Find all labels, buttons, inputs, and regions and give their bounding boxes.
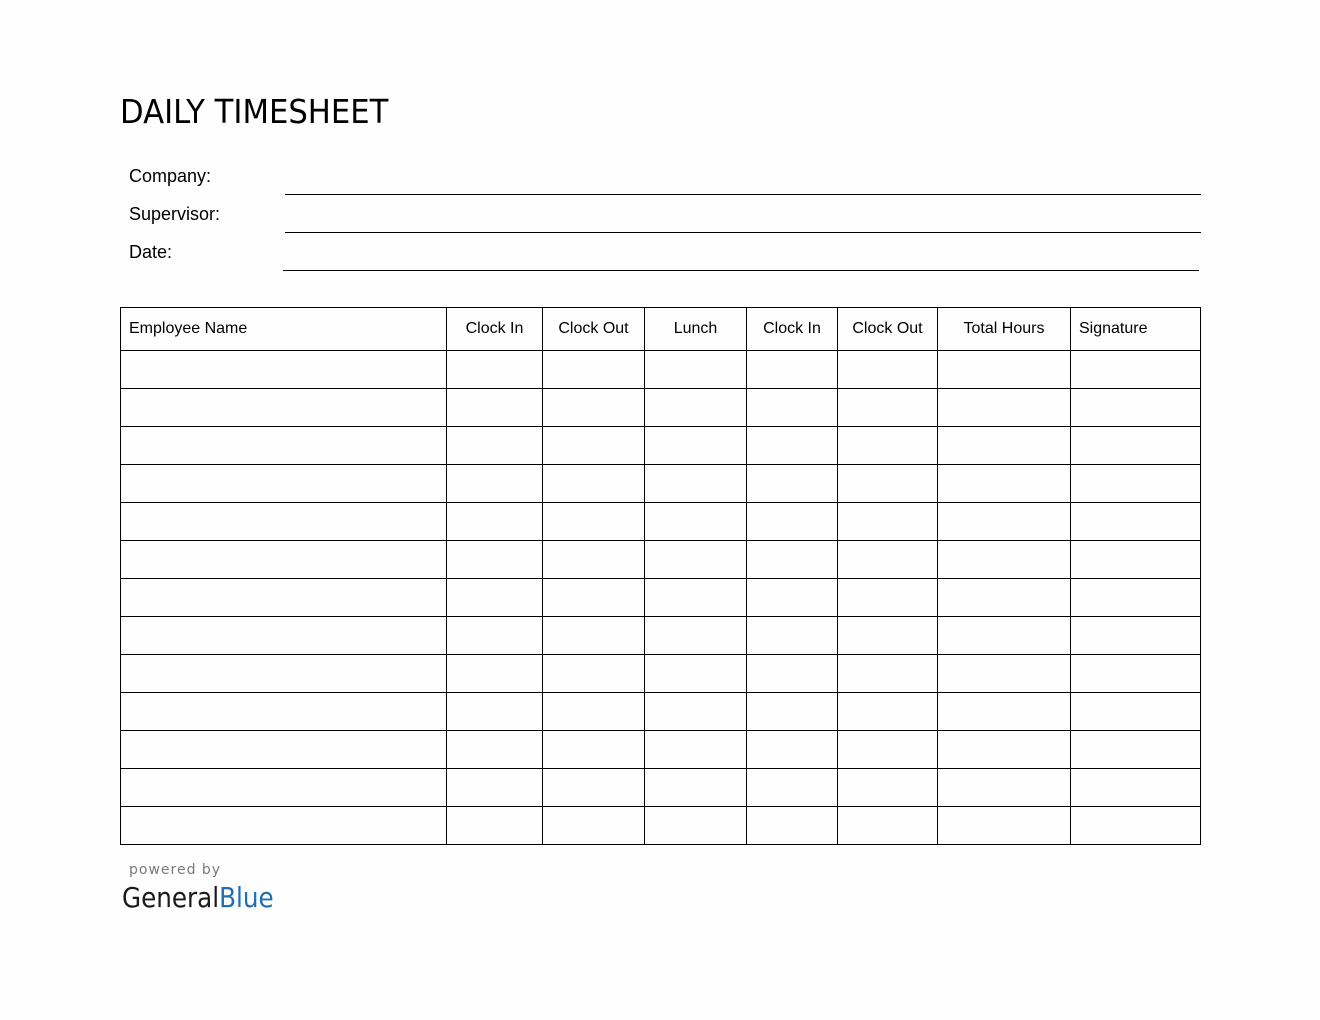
company-field[interactable] — [285, 194, 1201, 195]
table-cell[interactable] — [543, 579, 645, 617]
table-cell[interactable] — [543, 693, 645, 731]
table-cell[interactable] — [543, 769, 645, 807]
table-cell[interactable] — [447, 503, 543, 541]
table-cell[interactable] — [645, 389, 747, 427]
table-cell[interactable] — [543, 389, 645, 427]
table-cell[interactable] — [121, 693, 447, 731]
table-cell[interactable] — [938, 351, 1071, 389]
table-cell[interactable] — [747, 655, 838, 693]
table-row — [121, 655, 1201, 693]
table-row — [121, 541, 1201, 579]
table-cell[interactable] — [838, 427, 938, 465]
table-cell[interactable] — [747, 731, 838, 769]
table-row — [121, 389, 1201, 427]
table-row — [121, 465, 1201, 503]
table-cell[interactable] — [543, 731, 645, 769]
table-cell[interactable] — [838, 351, 938, 389]
table-cell[interactable] — [447, 427, 543, 465]
table-cell[interactable] — [838, 807, 938, 845]
date-field[interactable] — [283, 270, 1199, 271]
table-row — [121, 503, 1201, 541]
supervisor-field[interactable] — [285, 232, 1201, 233]
table-cell[interactable] — [645, 693, 747, 731]
table-row — [121, 693, 1201, 731]
table-cell[interactable] — [543, 655, 645, 693]
table-cell[interactable] — [838, 693, 938, 731]
table-cell[interactable] — [938, 655, 1071, 693]
table-cell[interactable] — [645, 655, 747, 693]
header-total-hours: Total Hours — [938, 308, 1071, 351]
header-clock-out: Clock Out — [543, 308, 645, 351]
table-cell[interactable] — [838, 465, 938, 503]
table-cell[interactable] — [447, 617, 543, 655]
table-cell[interactable] — [645, 427, 747, 465]
logo-general: General — [122, 881, 220, 914]
table-cell[interactable] — [747, 693, 838, 731]
table-cell[interactable] — [1071, 693, 1201, 731]
table-cell[interactable] — [645, 807, 747, 845]
table-cell[interactable] — [938, 731, 1071, 769]
header-clock-out-2: Clock Out — [838, 308, 938, 351]
generalblue-logo — [122, 880, 274, 916]
table-cell[interactable] — [543, 617, 645, 655]
table-cell[interactable] — [938, 465, 1071, 503]
table-cell[interactable] — [645, 731, 747, 769]
table-cell[interactable] — [747, 807, 838, 845]
table-cell[interactable] — [938, 389, 1071, 427]
table-cell[interactable] — [1071, 351, 1201, 389]
company-label: Company: — [129, 166, 212, 186]
table-cell[interactable] — [747, 617, 838, 655]
header-clock-in: Clock In — [447, 308, 543, 351]
table-cell[interactable] — [1071, 465, 1201, 503]
table-cell[interactable] — [447, 693, 543, 731]
table-row — [121, 427, 1201, 465]
table-cell[interactable] — [447, 769, 543, 807]
table-cell[interactable] — [838, 579, 938, 617]
table-cell[interactable] — [838, 617, 938, 655]
table-cell[interactable] — [938, 579, 1071, 617]
table-cell[interactable] — [1071, 541, 1201, 579]
table-cell[interactable] — [447, 541, 543, 579]
powered-by-text: powered by — [129, 862, 222, 878]
table-cell[interactable] — [1071, 807, 1201, 845]
table-cell[interactable] — [747, 465, 838, 503]
table-cell[interactable] — [121, 541, 447, 579]
table-row — [121, 579, 1201, 617]
table-cell[interactable] — [121, 465, 447, 503]
logo-blue: Blue — [219, 881, 274, 914]
header-lunch: Lunch — [645, 308, 747, 351]
table-row — [121, 807, 1201, 845]
table-cell[interactable] — [938, 427, 1071, 465]
table-cell[interactable] — [121, 503, 447, 541]
table-cell[interactable] — [1071, 731, 1201, 769]
table-cell[interactable] — [121, 731, 447, 769]
table-cell[interactable] — [838, 731, 938, 769]
table-cell[interactable] — [543, 465, 645, 503]
table-cell[interactable] — [447, 731, 543, 769]
table-cell[interactable] — [447, 807, 543, 845]
table-cell[interactable] — [645, 465, 747, 503]
table-cell[interactable] — [645, 769, 747, 807]
table-row — [121, 351, 1201, 389]
table-cell[interactable] — [747, 541, 838, 579]
table-cell[interactable] — [747, 389, 838, 427]
table-cell[interactable] — [838, 655, 938, 693]
table-cell[interactable] — [838, 541, 938, 579]
table-cell[interactable] — [543, 503, 645, 541]
table-cell[interactable] — [938, 617, 1071, 655]
table-cell[interactable] — [121, 579, 447, 617]
table-cell[interactable] — [645, 503, 747, 541]
table-cell[interactable] — [645, 617, 747, 655]
header-signature: Signature — [1071, 308, 1201, 351]
table-cell[interactable] — [938, 541, 1071, 579]
table-cell[interactable] — [747, 579, 838, 617]
table-cell[interactable] — [747, 351, 838, 389]
table-cell[interactable] — [447, 579, 543, 617]
table-cell[interactable] — [121, 617, 447, 655]
table-cell[interactable] — [645, 579, 747, 617]
supervisor-label: Supervisor: — [129, 204, 221, 224]
table-cell[interactable] — [543, 541, 645, 579]
table-row — [121, 617, 1201, 655]
table-cell[interactable] — [747, 769, 838, 807]
table-header-row — [121, 308, 1201, 351]
table-cell[interactable] — [938, 693, 1071, 731]
table-cell[interactable] — [1071, 769, 1201, 807]
table-cell[interactable] — [543, 351, 645, 389]
table-body — [121, 351, 1201, 845]
table-cell[interactable] — [121, 389, 447, 427]
table-cell[interactable] — [747, 427, 838, 465]
table-cell[interactable] — [1071, 579, 1201, 617]
table-cell[interactable] — [938, 769, 1071, 807]
table-cell[interactable] — [1071, 617, 1201, 655]
table-cell[interactable] — [1071, 655, 1201, 693]
table-cell[interactable] — [645, 351, 747, 389]
table-cell[interactable] — [838, 503, 938, 541]
table-cell[interactable] — [938, 807, 1071, 845]
table-cell[interactable] — [645, 541, 747, 579]
table-cell[interactable] — [121, 769, 447, 807]
table-cell[interactable] — [1071, 503, 1201, 541]
table-cell[interactable] — [447, 655, 543, 693]
table-cell[interactable] — [543, 427, 645, 465]
table-cell[interactable] — [1071, 427, 1201, 465]
table-cell[interactable] — [447, 351, 543, 389]
table-cell[interactable] — [447, 465, 543, 503]
page-title: DAILY TIMESHEET — [120, 92, 389, 131]
table-row — [121, 769, 1201, 807]
timesheet-table — [120, 307, 1201, 845]
date-label: Date: — [129, 242, 173, 262]
header-employee-name: Employee Name — [121, 308, 447, 351]
table-cell[interactable] — [838, 389, 938, 427]
table-cell[interactable] — [747, 503, 838, 541]
table-cell[interactable] — [121, 655, 447, 693]
table-cell[interactable] — [838, 769, 938, 807]
table-cell[interactable] — [121, 351, 447, 389]
table-cell[interactable] — [447, 389, 543, 427]
table-cell[interactable] — [1071, 389, 1201, 427]
table-cell[interactable] — [121, 807, 447, 845]
table-cell[interactable] — [938, 503, 1071, 541]
table-cell[interactable] — [543, 807, 645, 845]
table-row — [121, 731, 1201, 769]
table-cell[interactable] — [121, 427, 447, 465]
header-clock-in-2: Clock In — [747, 308, 838, 351]
